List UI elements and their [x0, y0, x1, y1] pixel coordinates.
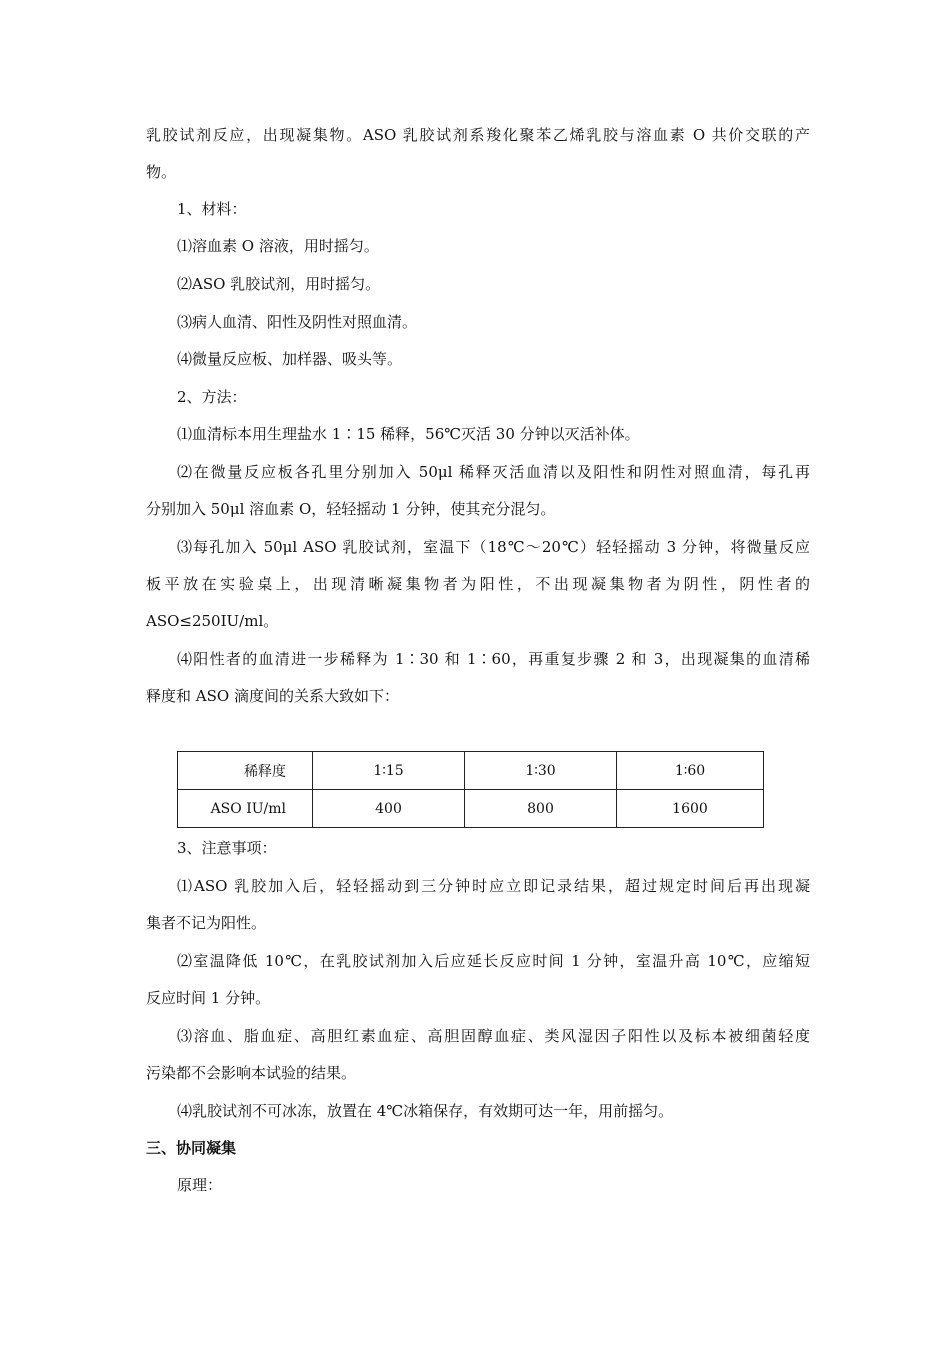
- table-row: [178, 790, 764, 828]
- method-step-4-line-2: 释度和 ASO 滴度间的关系大致如下：: [146, 687, 399, 705]
- intro-line-1: 乳胶试剂反应，出现凝集物。ASO 乳胶试剂系羧化聚苯乙烯乳胶与溶血素 O 共价交联的产: [146, 126, 810, 144]
- note-4: ⑷乳胶试剂不可冰冻，放置在 4℃冰箱保存，有效期可达一年，用前摇匀。: [177, 1102, 674, 1120]
- note-3-line-2: 污染都不会影响本试验的结果。: [146, 1064, 357, 1082]
- method-step-3-line-3: ASO≤250IU/ml。: [146, 612, 279, 630]
- materials-item-4: ⑷微量反应板、加样器、吸头等。: [177, 350, 403, 368]
- note-3-line-1: ⑶溶血、脂血症、高胆红素血症、高胆固醇血症、类风湿因子阳性以及标本被细菌轻度: [177, 1027, 810, 1045]
- materials-heading: 1、材料：: [177, 200, 247, 218]
- notes-heading: 3、注意事项：: [177, 839, 277, 857]
- section-title: 三、协同凝集: [146, 1139, 237, 1157]
- materials-item-2: ⑵ASO 乳胶试剂，用时摇匀。: [177, 275, 381, 293]
- table-cell: 1600: [617, 790, 764, 828]
- method-step-2-line-2: 分别加入 50μl 溶血素 O，轻轻摇动 1 分钟，使其充分混匀。: [146, 500, 556, 518]
- method-heading: 2、方法：: [177, 388, 247, 406]
- materials-item-3: ⑶病人血清、阳性及阴性对照血清。: [177, 313, 418, 331]
- principle-label: 原理：: [177, 1176, 223, 1194]
- note-1-line-2: 集者不记为阳性。: [146, 914, 267, 932]
- dilution-titer-table: [177, 751, 764, 828]
- materials-item-1: ⑴溶血素 O 溶液，用时摇匀。: [177, 237, 379, 255]
- table-cell: 1∶30: [465, 752, 617, 790]
- method-step-3-line-1: ⑶每孔加入 50μl ASO 乳胶试剂，室温下（18℃～20℃）轻轻摇动 3 分钟，将微量反应: [177, 538, 810, 556]
- method-step-2-line-1: ⑵在微量反应板各孔里分别加入 50μl 稀释灭活血清以及阳性和阴性对照血清，每孔再: [177, 463, 810, 481]
- table-row-header-aso: ASO IU/ml: [178, 790, 313, 828]
- note-2-line-2: 反应时间 1 分钟。: [146, 989, 271, 1007]
- table-cell: 400: [313, 790, 465, 828]
- table-row-header-dilution: 稀释度: [178, 752, 313, 790]
- intro-line-2: 物。: [146, 163, 177, 181]
- method-step-1: ⑴血清标本用生理盐水 1∶15 稀释，56℃灭活 30 分钟以灭活补体。: [177, 425, 640, 443]
- note-1-line-1: ⑴ASO 乳胶加入后，轻轻摇动到三分钟时应立即记录结果，超过规定时间后再出现凝: [177, 877, 810, 895]
- method-step-4-line-1: ⑷阳性者的血清进一步稀释为 1∶30 和 1∶60，再重复步骤 2 和 3，出现凝集的血清稀: [177, 650, 810, 668]
- table-row: [178, 752, 764, 790]
- table-cell: 1∶15: [313, 752, 465, 790]
- note-2-line-1: ⑵室温降低 10℃，在乳胶试剂加入后应延长反应时间 1 分钟，室温升高 10℃，应缩短: [177, 952, 810, 970]
- table-cell: 800: [465, 790, 617, 828]
- method-step-3-line-2: 板平放在实验桌上，出现清晰凝集物者为阳性，不出现凝集物者为阴性，阴性者的: [146, 575, 810, 593]
- table-cell: 1∶60: [617, 752, 764, 790]
